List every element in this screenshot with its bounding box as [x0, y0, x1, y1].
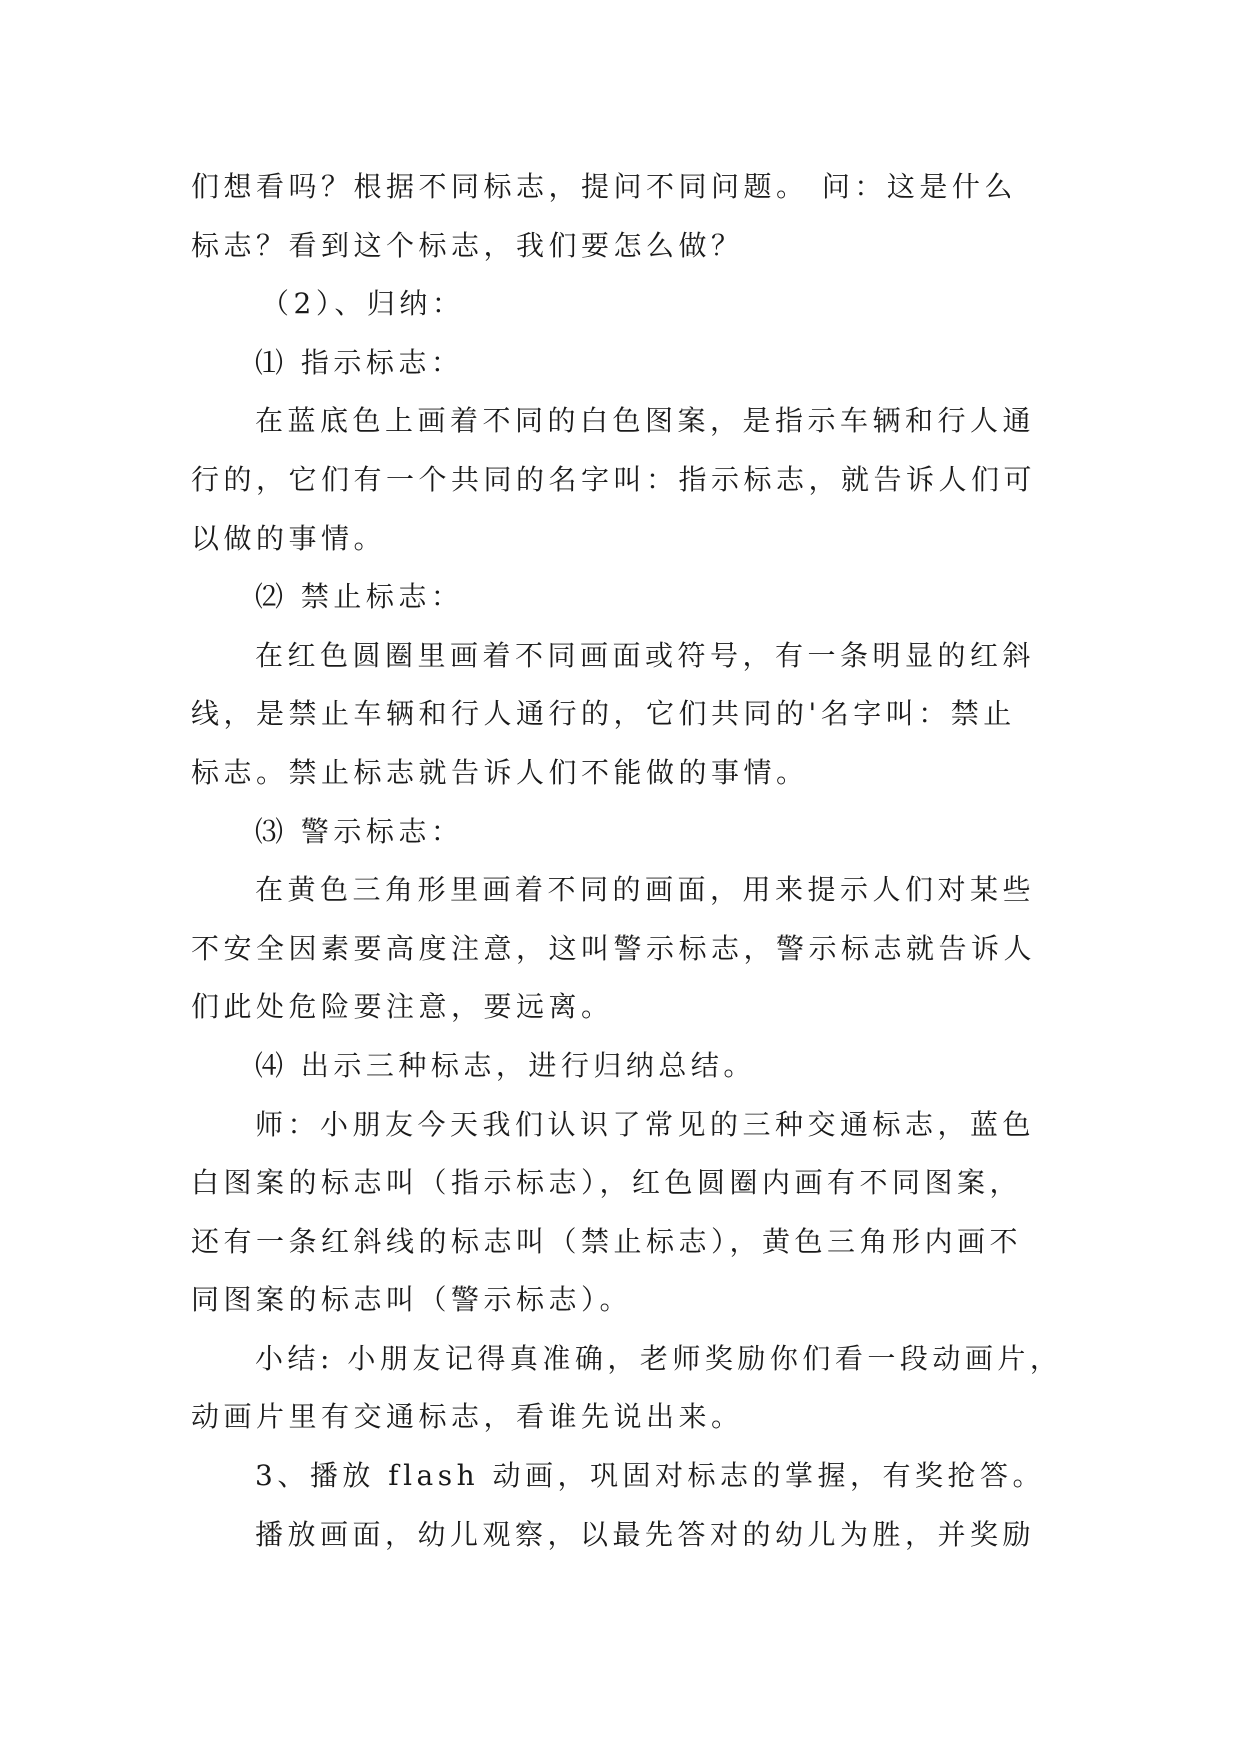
text-line: 在蓝底色上画着不同的白色图案，是指示车辆和行人通 [255, 404, 1036, 438]
text-line: 在红色圆圈里画着不同画面或符号，有一条明显的红斜 [255, 638, 1036, 672]
text-line: 不安全因素要高度注意，这叫警示标志，警示标志就告诉人 [191, 931, 1037, 965]
text-line: 还有一条红斜线的标志叫（禁止标志），黄色三角形内画不 [191, 1224, 1023, 1258]
text-line: 在黄色三角形里画着不同的画面，用来提示人们对某些 [255, 873, 1036, 907]
subsection-heading: ⑵ 禁止标志： [255, 580, 464, 614]
text-line: 标志？看到这个标志，我们要怎么做？ [191, 228, 744, 262]
text-line: 以做的事情。 [191, 521, 387, 555]
text-line: ⑷ 出示三种标志，进行归纳总结。 [255, 1048, 756, 1082]
text-line: 白图案的标志叫（指示标志），红色圆圈内画有不同图案， [191, 1166, 1023, 1200]
section-heading: （2）、归纳： [261, 287, 465, 321]
subsection-heading: ⑴ 指示标志： [255, 345, 464, 379]
text-line: 师：小朋友今天我们认识了常见的三种交通标志，蓝色 [255, 1107, 1036, 1141]
text-line: 3、播放 flash 动画，巩固对标志的掌握，有奖抢答。 [255, 1459, 1046, 1493]
text-line: 行的，它们有一个共同的名字叫：指示标志，就告诉人们可 [191, 462, 1037, 496]
text-line: 们想看吗？根据不同标志，提问不同问题。 问：这是什么 [191, 170, 1017, 203]
body-text [191, 158, 1063, 1564]
text-line: 播放画面，幼儿观察，以最先答对的幼儿为胜，并奖励 [255, 1517, 1036, 1551]
text-line: 标志。禁止标志就告诉人们不能做的事情。 [191, 755, 809, 789]
subsection-heading: ⑶ 警示标志： [255, 814, 464, 848]
text-line: 同图案的标志叫（警示标志）。 [191, 1283, 633, 1317]
text-line: 小结: 小朋友记得真准确，老师奖励你们看一段动画片， [255, 1341, 1063, 1375]
text-line: 线，是禁止车辆和行人通行的，它们共同的'名字叫：禁止 [191, 697, 1016, 731]
text-line: 动画片里有交通标志，看谁先说出来。 [191, 1400, 744, 1434]
text-line: 们此处危险要注意，要远离。 [191, 990, 614, 1024]
